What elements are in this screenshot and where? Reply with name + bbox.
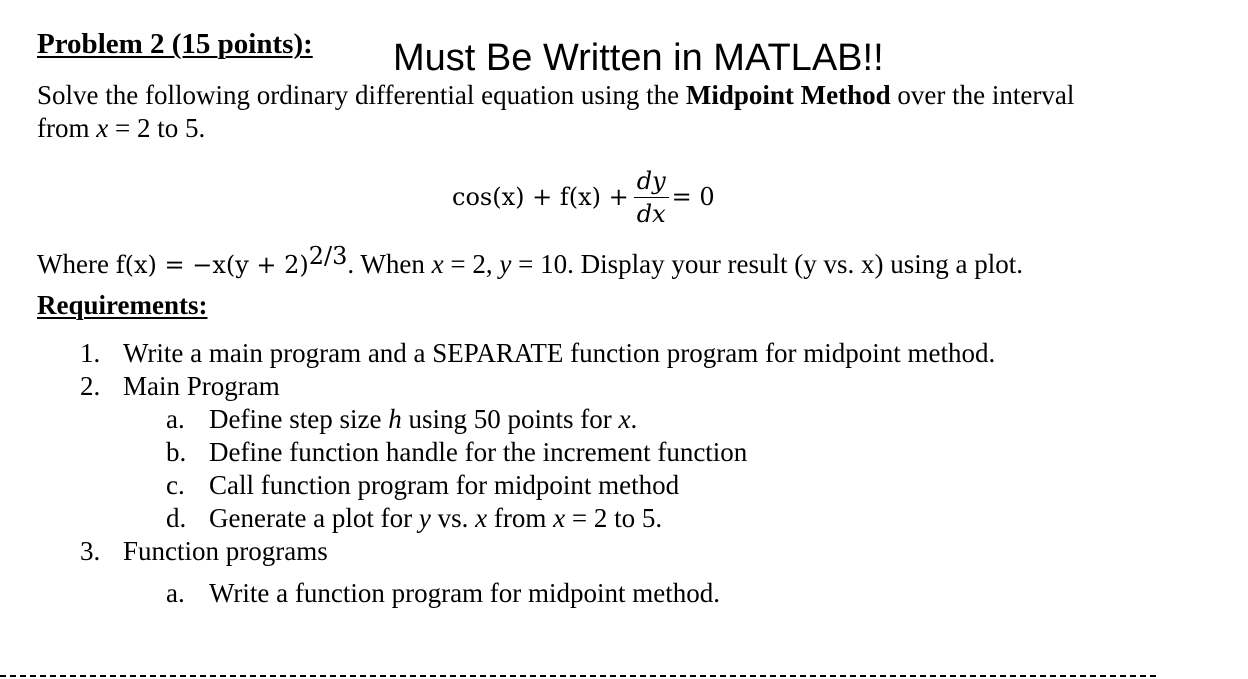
intro-line-1 xyxy=(37,80,1074,111)
list-item: Write a main program and a SEPARATE function program for midpoint method. xyxy=(123,338,996,368)
list-marker: 1. xyxy=(80,338,101,368)
sublist-marker: d. xyxy=(166,503,187,533)
matlab-requirement-note: Must Be Written in MATLAB!! xyxy=(393,37,884,79)
function-exponent: 2/3 xyxy=(308,242,348,270)
variable-x: x xyxy=(431,249,444,279)
sublist-item: Call function program for midpoint method xyxy=(209,470,680,500)
sublist-item xyxy=(209,404,637,435)
list-item: Function programs xyxy=(123,536,328,566)
fraction-denominator: dx xyxy=(636,199,666,228)
variable-y: y xyxy=(499,249,512,279)
list-marker: 3. xyxy=(80,536,101,566)
sublist-text: from xyxy=(487,503,554,533)
list-marker: 2. xyxy=(80,371,101,401)
fraction-numerator: dy xyxy=(636,166,666,195)
sublist-marker: a. xyxy=(166,404,185,434)
variable-x: x xyxy=(475,503,488,533)
sublist-item: Write a function program for midpoint method. xyxy=(209,578,721,608)
intro-text: Solve the following ordinary differential equation using the xyxy=(37,80,686,110)
sublist-text: Define step size xyxy=(209,404,389,434)
equation-lhs: cos(x) + f(x) + xyxy=(452,183,629,211)
sublist-marker: c. xyxy=(166,470,185,500)
sublist-text: . xyxy=(630,404,638,434)
function-definition: f(x) = −x(y + 2) xyxy=(115,251,309,279)
sublist-text: Generate a plot for xyxy=(209,503,419,533)
where-line xyxy=(37,242,1023,280)
sublist-marker: a. xyxy=(166,578,185,608)
where-prefix: Where xyxy=(37,249,116,279)
sublist-text: = 2 to 5. xyxy=(565,503,663,533)
list-item: Main Program xyxy=(123,371,280,401)
problem-heading: Problem 2 (15 points): xyxy=(37,28,313,60)
variable-x: x xyxy=(553,503,566,533)
initial-y-value: = 10. Display your result (y vs. x) using a plot. xyxy=(511,249,1024,279)
variable-y: y xyxy=(418,503,431,533)
intro-text: over the interval xyxy=(890,80,1075,110)
sublist-item: Define function handle for the increment function xyxy=(209,437,748,467)
method-name: Midpoint Method xyxy=(685,80,891,110)
initial-x-value: = 2, xyxy=(443,249,500,279)
variable-x: x xyxy=(618,404,631,434)
variable-h: h xyxy=(388,404,402,434)
derivative-fraction xyxy=(634,166,669,228)
variable-x: x xyxy=(96,113,109,143)
intro-text: from xyxy=(37,113,97,143)
intro-line-2 xyxy=(37,113,205,144)
where-text: . When xyxy=(347,249,432,279)
sublist-item xyxy=(209,503,662,534)
dashed-divider xyxy=(0,675,1156,677)
equation-rhs: = 0 xyxy=(671,183,715,211)
sublist-marker: b. xyxy=(166,437,187,467)
requirements-heading: Requirements: xyxy=(37,290,208,320)
interval-text: = 2 to 5. xyxy=(108,113,206,143)
sublist-text: vs. xyxy=(430,503,476,533)
sublist-text: using 50 points for xyxy=(401,404,619,434)
differential-equation xyxy=(452,160,715,234)
